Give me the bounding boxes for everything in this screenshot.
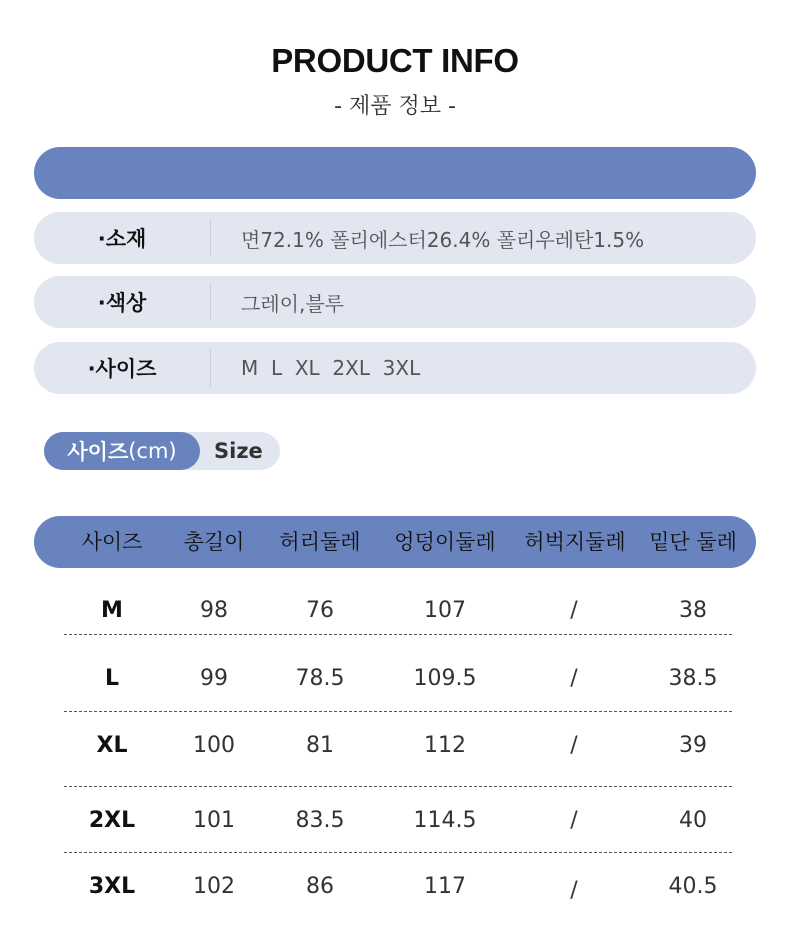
size-cm-tab[interactable]: [44, 432, 200, 470]
column-header: 허리둘레: [279, 530, 361, 554]
info-row-color: [34, 276, 756, 328]
table-cell: L: [104, 666, 120, 691]
column-header: 허벅지둘레: [524, 530, 626, 554]
info-label: ·사이즈: [87, 357, 157, 381]
table-row: [0, 867, 790, 907]
table-cell: 40.5: [668, 874, 718, 899]
table-cell: 40: [679, 808, 707, 833]
size-cm-label: 사이즈: [67, 440, 129, 464]
column-header: 총길이: [183, 530, 245, 554]
row-divider: [64, 634, 732, 635]
page-subtitle: - 제품 정보 -: [334, 94, 456, 119]
page-title: PRODUCT INFO: [271, 42, 519, 79]
info-header-bar: [34, 147, 756, 199]
table-cell: 86: [306, 874, 334, 899]
column-header: 사이즈: [81, 530, 143, 554]
table-cell: 83.5: [295, 808, 345, 833]
info-value: 면72.1% 폴리에스터26.4% 폴리우레탄1.5%: [241, 227, 645, 252]
table-row: [0, 726, 790, 766]
table-cell: /: [570, 878, 578, 903]
table-cell: 101: [193, 808, 235, 833]
info-row-material: [34, 212, 756, 264]
row-divider: [64, 786, 732, 787]
info-row-size: [34, 342, 756, 394]
row-divider: [64, 852, 732, 853]
table-cell: 109.5: [413, 666, 477, 691]
table-cell: 100: [193, 733, 235, 758]
info-value: M L XL 2XL 3XL: [241, 356, 421, 380]
table-cell: 38.5: [668, 666, 718, 691]
table-cell: 81: [306, 733, 334, 758]
table-row: [0, 659, 790, 699]
table-cell: 38: [679, 598, 707, 623]
table-cell: 112: [424, 733, 466, 758]
info-value: 그레이,블루: [241, 291, 344, 316]
size-unit-toggle[interactable]: [44, 432, 280, 470]
table-cell: 76: [306, 598, 334, 623]
table-row: [0, 801, 790, 841]
table-cell: 2XL: [88, 808, 136, 833]
column-header: 엉덩이둘레: [394, 530, 496, 554]
table-cell: XL: [96, 733, 128, 758]
table-cell: 117: [424, 874, 466, 899]
table-cell: 114.5: [413, 808, 477, 833]
table-cell: M: [101, 598, 123, 623]
table-cell: /: [570, 808, 578, 833]
row-divider: [64, 711, 732, 712]
table-cell: /: [570, 666, 578, 691]
table-cell: /: [570, 733, 578, 758]
table-row: [0, 591, 790, 631]
table-cell: 3XL: [88, 874, 136, 899]
table-cell: 78.5: [295, 666, 345, 691]
size-cm-unit: (cm): [128, 439, 177, 463]
size-table-header: [34, 516, 756, 568]
table-cell: 99: [200, 666, 228, 691]
table-cell: 102: [193, 874, 235, 899]
table-cell: 107: [424, 598, 466, 623]
table-cell: 98: [200, 598, 228, 623]
info-label: ·색상: [97, 291, 147, 315]
info-label: ·소재: [97, 227, 147, 251]
column-header: 밑단 둘레: [649, 530, 737, 554]
table-cell: /: [570, 598, 578, 623]
size-tab[interactable]: Size: [214, 439, 263, 463]
table-cell: 39: [679, 733, 707, 758]
